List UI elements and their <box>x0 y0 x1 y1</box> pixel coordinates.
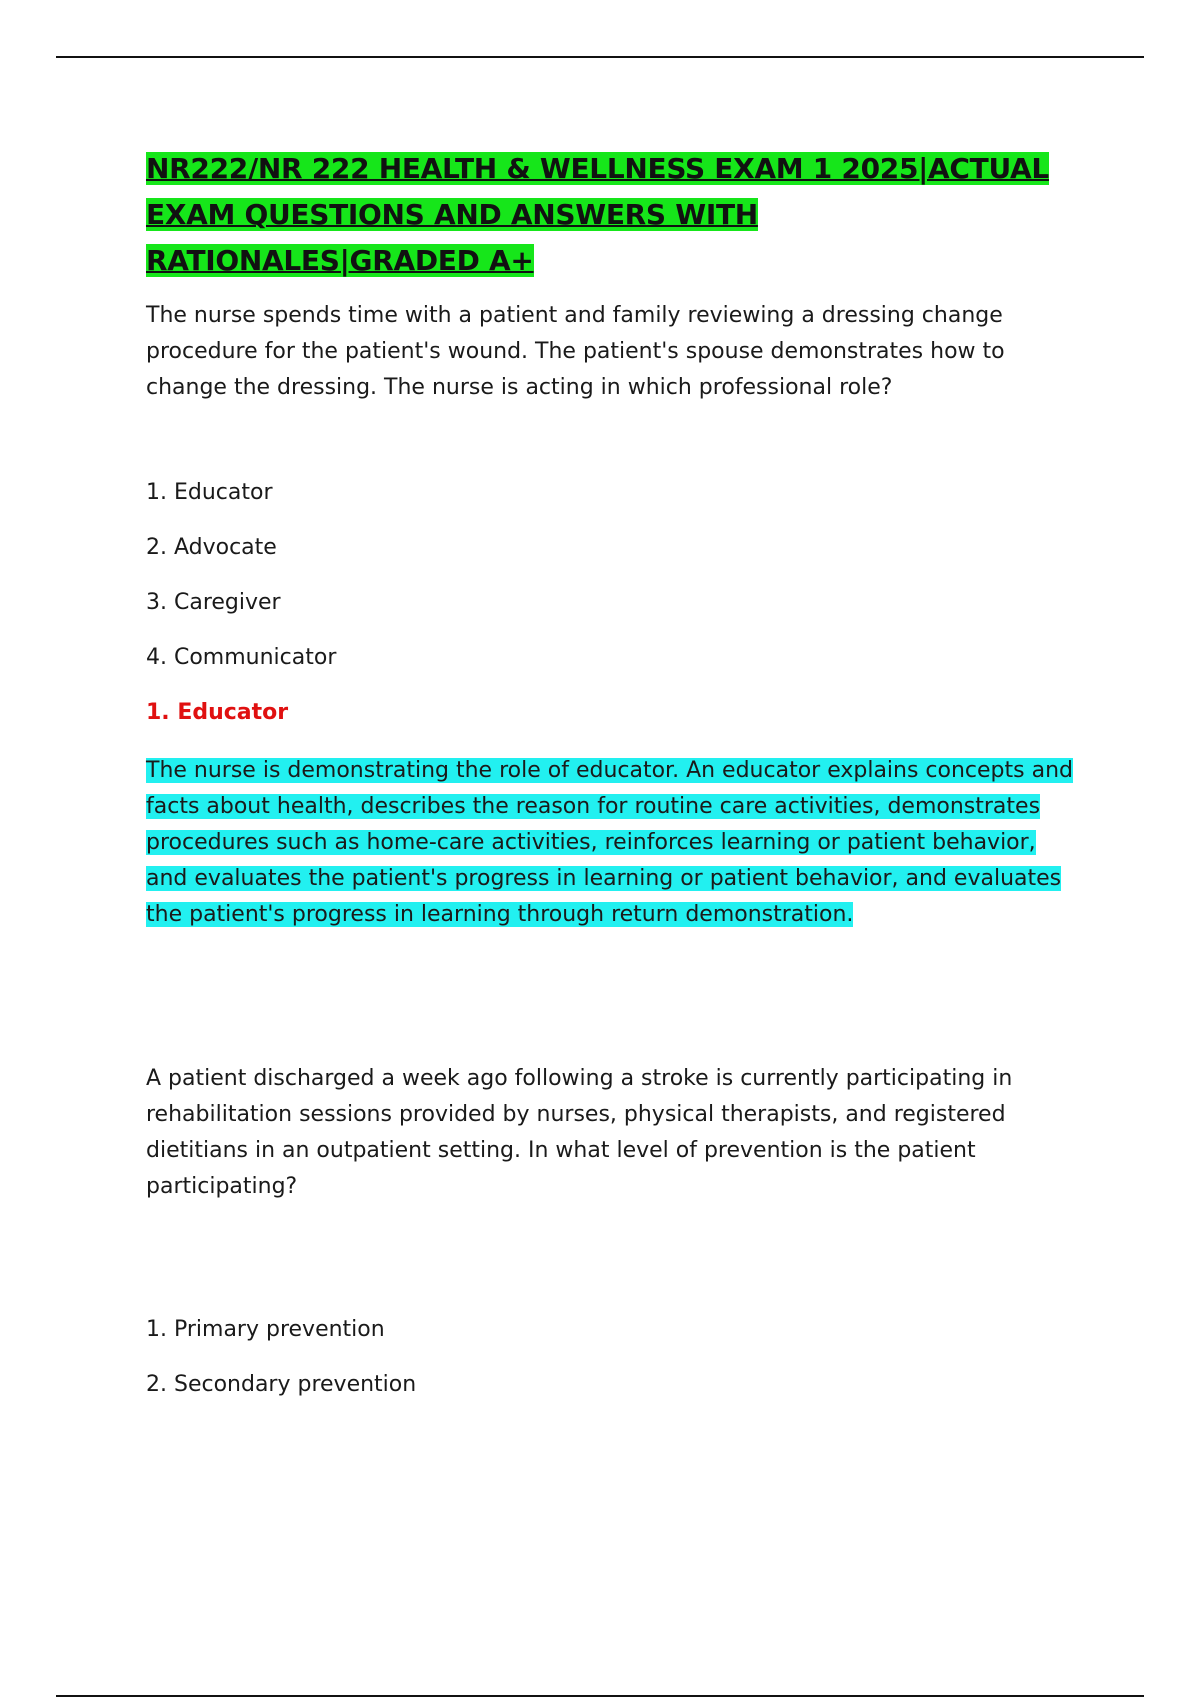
question-2-text: A patient discharged a week ago following a stroke is currently participating in rehabilitation sessions provided by nurses, physical therapists, and registered dietitians in an outpatient setting. In what level of prevention is the patient participating? <box>146 1066 1013 1199</box>
question-2-options <box>146 1315 1081 1425</box>
document-page <box>146 146 1081 1425</box>
question-2-option: 2. Secondary prevention <box>146 1372 417 1397</box>
question-1-option: 1. Educator <box>146 480 273 505</box>
question-1-options <box>146 478 1081 698</box>
title-highlight: NR222/NR 222 HEALTH & WELLNESS EXAM 1 2025|ACTUAL EXAM QUESTIONS AND ANSWERS WITH RATIONALES|GRADED A+ <box>146 152 1049 277</box>
bottom-rule <box>56 1695 1144 1697</box>
document-title <box>146 146 1081 284</box>
question-1-option: 4. Communicator <box>146 645 337 670</box>
question-1-text: The nurse spends time with a patient and family reviewing a dressing change procedure for the patient's wound. The patient's spouse demonstrates how to change the dressing. The nurse is acting in which professional role? <box>146 303 1005 400</box>
rationale-highlight: The nurse is demonstrating the role of educator. An educator explains concepts and facts about health, describes the reason for routine care activities, demonstrates procedures such as home-care activities, reinforces learning or patient behavior, and evaluates the patient's progress in learning or patient behavior, and evaluates the patient's progress in learning through return demonstration. <box>146 758 1073 927</box>
top-rule <box>56 56 1144 58</box>
question-1-answer: 1. Educator <box>146 700 289 725</box>
question-1-option: 2. Advocate <box>146 535 277 560</box>
question-1-option: 3. Caregiver <box>146 590 281 615</box>
question-2-option: 1. Primary prevention <box>146 1317 385 1342</box>
question-1-rationale <box>146 753 1081 933</box>
